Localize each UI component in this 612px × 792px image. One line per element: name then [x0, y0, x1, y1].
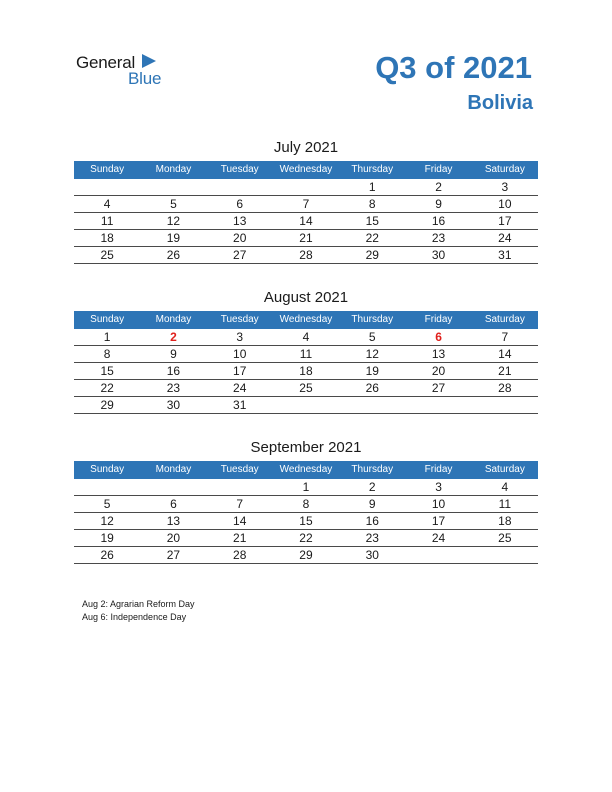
day-cell: 10	[233, 347, 247, 361]
day-cell: 11	[498, 497, 512, 511]
day-cell: 28	[299, 248, 313, 262]
day-cell: 8	[302, 497, 310, 511]
weekday-label: Sunday	[90, 464, 125, 475]
day-cell: 30	[431, 248, 446, 262]
day-cell: 1	[302, 480, 310, 494]
day-cell: 6	[236, 197, 244, 211]
day-cell: 31	[498, 248, 512, 262]
empty-day-cell	[74, 179, 140, 195]
day-cell: 9	[435, 197, 442, 211]
weekday-label: Tuesday	[220, 164, 259, 175]
weekday-label: Sunday	[90, 314, 125, 325]
weekday-label: Monday	[155, 164, 192, 175]
day-cell: 15	[100, 364, 114, 378]
day-cell: 5	[103, 497, 111, 511]
day-cell: 30	[365, 548, 379, 562]
day-cell: 25	[100, 248, 114, 262]
day-cell: 16	[166, 364, 181, 378]
week-row	[74, 513, 538, 530]
day-cell: 17	[498, 214, 512, 228]
day-cell: 29	[100, 398, 114, 412]
day-cell: 24	[498, 231, 512, 245]
weekday-label: Thursday	[351, 164, 394, 175]
day-cell: 24	[233, 381, 247, 395]
day-cell: 5	[368, 330, 376, 344]
day-cell: 7	[302, 197, 310, 211]
day-cell: 14	[233, 514, 247, 528]
day-cell: 2	[435, 180, 442, 194]
day-cell: 20	[233, 231, 247, 245]
day-cell: 3	[435, 480, 442, 494]
day-cell: 13	[166, 514, 181, 528]
weekday-label: Sunday	[90, 164, 125, 175]
day-cell: 8	[103, 347, 111, 361]
month-title: August 2021	[263, 289, 349, 306]
day-cell: 10	[498, 197, 512, 211]
empty-day-cell	[472, 397, 538, 413]
empty-day-cell	[273, 397, 339, 413]
day-cell: 3	[236, 330, 244, 344]
holiday-notes	[82, 598, 195, 624]
weekday-label: Saturday	[484, 314, 525, 325]
weekday-label: Friday	[424, 464, 453, 475]
weekday-label: Monday	[155, 464, 192, 475]
month-calendar-august	[74, 287, 538, 414]
day-cell: 18	[100, 231, 114, 245]
weekday-header	[74, 161, 538, 179]
day-cell: 20	[166, 531, 181, 545]
day-cell: 28	[233, 548, 247, 562]
brand-triangle-icon	[142, 54, 156, 68]
day-cell: 25	[498, 531, 512, 545]
weekday-label: Wednesday	[279, 464, 333, 475]
day-cell: 20	[431, 364, 446, 378]
weekday-label: Friday	[424, 314, 453, 325]
week-row	[74, 363, 538, 380]
weekday-label: Thursday	[351, 314, 394, 325]
week-row	[74, 397, 538, 414]
day-cell: 26	[100, 548, 114, 562]
day-cell: 19	[100, 531, 114, 545]
brand-name-general: General	[76, 53, 136, 72]
day-cell: 27	[233, 248, 247, 262]
day-cell: 1	[368, 180, 376, 194]
day-cell: 4	[103, 197, 111, 211]
day-cell: 9	[368, 497, 376, 511]
month-title: July 2021	[273, 139, 339, 156]
day-cell: 19	[365, 364, 379, 378]
week-row	[74, 530, 538, 547]
page-title: Q3 of 2021	[375, 50, 532, 85]
weekday-label: Thursday	[351, 464, 394, 475]
day-cell: 29	[299, 548, 313, 562]
empty-day-cell	[405, 547, 471, 563]
day-cell: 12	[166, 214, 181, 228]
day-cell: 7	[236, 497, 244, 511]
weekday-label: Saturday	[484, 164, 525, 175]
day-cell: 12	[100, 514, 114, 528]
day-cell: 1	[103, 330, 111, 344]
day-cell: 14	[498, 347, 512, 361]
day-cell: 14	[299, 214, 313, 228]
weekday-label: Wednesday	[279, 164, 333, 175]
day-cell: 31	[233, 398, 247, 412]
day-cell: 23	[166, 381, 181, 395]
month-title: September 2021	[250, 439, 362, 456]
weekday-label: Friday	[424, 164, 453, 175]
day-cell: 10	[431, 497, 446, 511]
day-cell: 22	[365, 231, 379, 245]
weekday-header	[74, 311, 538, 329]
day-cell: 13	[431, 347, 446, 361]
day-cell: 7	[501, 330, 509, 344]
week-row	[74, 479, 538, 496]
day-cell: 9	[170, 347, 177, 361]
day-cell: 23	[431, 231, 446, 245]
week-row	[74, 247, 538, 264]
day-cell: 17	[431, 514, 446, 528]
weekday-header	[74, 461, 538, 479]
day-cell: 26	[365, 381, 379, 395]
empty-day-cell	[207, 179, 273, 195]
empty-day-cell	[140, 179, 206, 195]
day-cell: 25	[299, 381, 313, 395]
day-cell: 11	[299, 347, 313, 361]
weekday-label: Tuesday	[220, 464, 259, 475]
day-cell: 18	[498, 514, 512, 528]
week-row	[74, 230, 538, 247]
weekday-label: Monday	[155, 314, 192, 325]
brand-name-blue: Blue	[128, 69, 162, 88]
week-row	[74, 213, 538, 230]
day-cell: 4	[501, 480, 509, 494]
month-calendar-september	[74, 437, 538, 564]
day-cell: 21	[299, 231, 313, 245]
empty-day-cell	[74, 479, 140, 495]
day-cell: 21	[498, 364, 512, 378]
day-cell: 13	[233, 214, 247, 228]
day-cell: 15	[299, 514, 313, 528]
day-cell: 21	[233, 531, 247, 545]
week-row	[74, 547, 538, 564]
day-cell: 22	[299, 531, 313, 545]
day-cell: 18	[299, 364, 313, 378]
country-name: Bolivia	[467, 92, 533, 114]
week-row	[74, 346, 538, 363]
day-cell: 5	[170, 197, 177, 211]
empty-day-cell	[339, 397, 405, 413]
day-cell: 24	[431, 531, 446, 545]
day-cell: 29	[365, 248, 379, 262]
empty-day-cell	[140, 479, 206, 495]
day-cell: 28	[498, 381, 512, 395]
empty-day-cell	[273, 179, 339, 195]
week-row	[74, 380, 538, 397]
day-cell: 3	[501, 180, 509, 194]
day-cell: 30	[166, 398, 181, 412]
day-cell: 22	[100, 381, 114, 395]
day-cell: 26	[166, 248, 181, 262]
holiday-day-cell: 2	[170, 330, 177, 344]
day-cell: 16	[431, 214, 446, 228]
day-cell: 23	[365, 531, 379, 545]
holiday-note: Aug 2: Agrarian Reform Day	[82, 599, 195, 609]
brand-logo	[76, 53, 176, 87]
weekday-label: Tuesday	[220, 314, 259, 325]
day-cell: 11	[100, 214, 114, 228]
month-calendar-july	[74, 137, 538, 264]
day-cell: 27	[431, 381, 446, 395]
weekday-label: Wednesday	[279, 314, 333, 325]
holiday-note: Aug 6: Independence Day	[82, 612, 187, 622]
day-cell: 12	[365, 347, 379, 361]
week-row	[74, 329, 538, 346]
day-cell: 19	[166, 231, 181, 245]
day-cell: 16	[365, 514, 379, 528]
day-cell: 17	[233, 364, 247, 378]
week-row	[74, 196, 538, 213]
day-cell: 2	[368, 480, 376, 494]
holiday-day-cell: 6	[435, 330, 442, 344]
day-cell: 15	[365, 214, 379, 228]
week-row	[74, 179, 538, 196]
week-row	[74, 496, 538, 513]
empty-day-cell	[472, 547, 538, 563]
day-cell: 8	[368, 197, 376, 211]
empty-day-cell	[405, 397, 471, 413]
day-cell: 4	[302, 330, 310, 344]
weekday-label: Saturday	[484, 464, 525, 475]
day-cell: 6	[170, 497, 177, 511]
day-cell: 27	[166, 548, 181, 562]
empty-day-cell	[207, 479, 273, 495]
